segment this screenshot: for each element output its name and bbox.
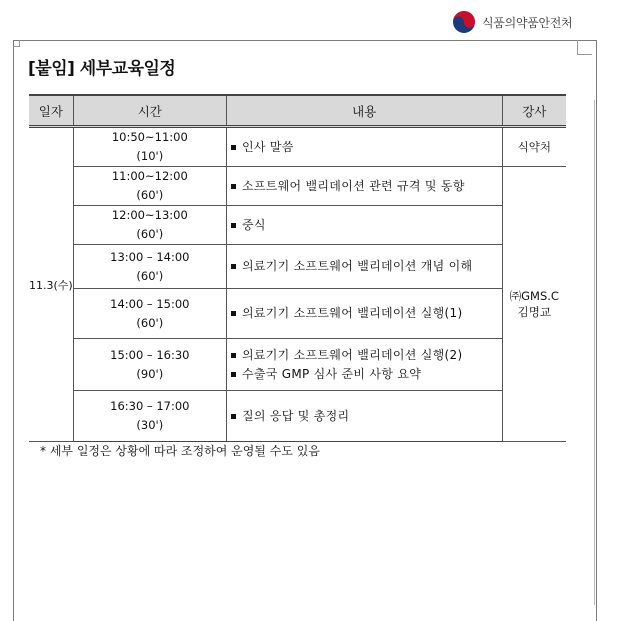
- table-row: [29, 245, 566, 289]
- page-corner-mark: [577, 40, 592, 55]
- content-cell: 질의 응답 및 총정리: [226, 391, 502, 442]
- header-lecturer: 강사: [502, 95, 566, 127]
- lecturer-cell: ㈜GMS.C 김명교: [502, 167, 566, 442]
- time-cell: 10:50~11:00 (10'): [73, 127, 226, 167]
- header-time: 시간: [73, 95, 226, 127]
- content-cell: 소프트웨어 밸리데이션 관련 규격 및 동향: [226, 167, 502, 206]
- table-row: [29, 127, 566, 167]
- taegeuk-emblem-icon: [452, 10, 476, 34]
- header-date: 일자: [29, 95, 73, 127]
- org-logo: [452, 10, 572, 34]
- header-content: 내용: [226, 95, 502, 127]
- time-cell: 16:30 – 17:00 (30'): [73, 391, 226, 442]
- table-row: [29, 339, 566, 391]
- table-row: [29, 206, 566, 245]
- page-edge: [594, 100, 595, 605]
- content-cell: 의료기기 소프트웨어 밸리데이션 실행(1): [226, 289, 502, 339]
- bullet-icon: [231, 223, 236, 228]
- bullet-icon: [231, 311, 236, 316]
- time-cell: 15:00 – 16:30 (90'): [73, 339, 226, 391]
- table-header-row: [29, 95, 566, 127]
- content-cell: 중식: [226, 206, 502, 245]
- page-title: [붙임] 세부교육일정: [28, 59, 176, 79]
- content-cell: 인사 말씀: [226, 127, 502, 167]
- org-name: 식품의약품안전처: [482, 15, 573, 30]
- bullet-icon: [231, 264, 236, 269]
- page-corner-mark: [13, 40, 20, 47]
- lecturer-cell: 식약처: [502, 127, 566, 167]
- bullet-icon: [231, 145, 236, 150]
- time-cell: 11:00~12:00 (60'): [73, 167, 226, 206]
- bullet-icon: [231, 414, 236, 419]
- time-cell: 13:00 – 14:00 (60'): [73, 245, 226, 289]
- schedule-table: [29, 94, 566, 442]
- date-cell: 11.3(수): [29, 127, 73, 442]
- table-row: [29, 167, 566, 206]
- footnote: * 세부 일정은 상황에 따라 조정하여 운영될 수도 있음: [40, 444, 320, 458]
- table-row: [29, 391, 566, 442]
- content-cell: 의료기기 소프트웨어 밸리데이션 실행(2) 수출국 GMP 심사 준비 사항 요약: [226, 339, 502, 391]
- bullet-icon: [231, 184, 236, 189]
- time-cell: 12:00~13:00 (60'): [73, 206, 226, 245]
- time-cell: 14:00 – 15:00 (60'): [73, 289, 226, 339]
- bullet-icon: [231, 372, 236, 377]
- bullet-icon: [231, 353, 236, 358]
- table-row: [29, 289, 566, 339]
- content-cell: 의료기기 소프트웨어 밸리데이션 개념 이해: [226, 245, 502, 289]
